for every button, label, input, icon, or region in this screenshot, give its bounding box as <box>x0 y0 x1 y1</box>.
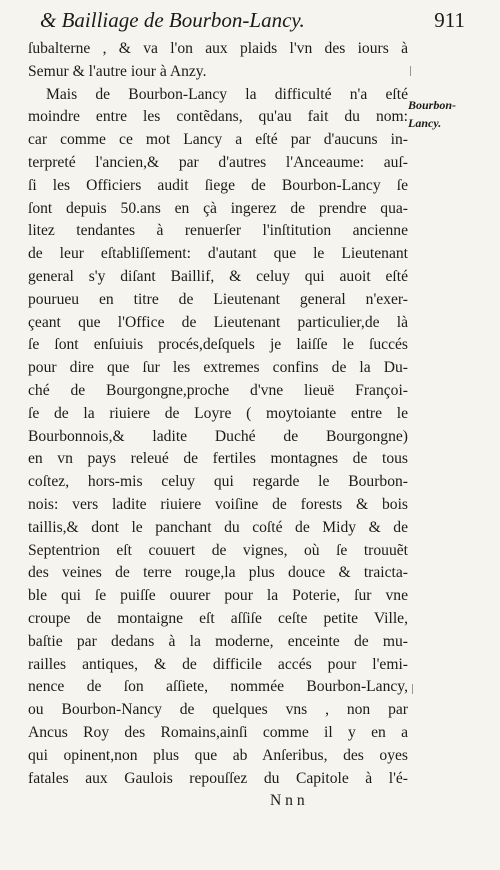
text-line: croupe de montaigne eſt aſſiſe ceſte petite Ville, <box>28 609 408 627</box>
page-header <box>40 8 465 38</box>
text-line: ſubalterne , & va l'on aux plaids l'vn des iours à <box>28 40 408 57</box>
text-line: des veines de terre rouge,la plus douce & traicta- <box>28 564 408 582</box>
text-line: Bourbonnois,& ladite Duché de Bourgongne) <box>28 427 408 445</box>
text-line: fatales aux Gaulois repouſſez du Capitole à l'é- <box>28 769 408 787</box>
text-line: railles antiques, & de difficile accés pour l'emi- <box>28 655 408 673</box>
margin-note-line: Bourbon- <box>408 98 457 112</box>
margin-mark <box>410 66 411 76</box>
margin-note-line: Lancy. <box>408 116 442 130</box>
text-line: moindre entre les contẽdans, qu'au fait du nom: <box>28 108 408 126</box>
text-line: en vn pays releué de fertiles montagnes de tous <box>28 450 408 468</box>
text-line: coſtez, hors-mis celuy qui regarde le Bourbon- <box>28 473 408 491</box>
text-line: terpreté l'ancien,& par d'autres l'Anceaume: auſ- <box>28 153 408 171</box>
text-line: taillis,& dont le panchant du coſté de Midy & de <box>28 518 408 536</box>
text-line: qui opinent,non plus que ab Anſeribus, des oyes <box>28 746 408 764</box>
text-line: Ancus Roy des Romains,ainſi comme il y en a <box>28 723 408 741</box>
body-text <box>28 38 408 813</box>
text-line: car comme ce mot Lancy a eſté par d'aucuns in- <box>28 131 408 149</box>
text-line: Mais de Bourbon-Lancy la difficulté n'a eſté <box>46 85 408 103</box>
text-line: çeant que l'Office de Lieutenant particulier,de là <box>28 313 408 331</box>
text-line: litez tendantes à renuerſer l'inſtitution ancienne <box>28 222 408 240</box>
signature-mark: N n n <box>270 792 305 810</box>
text-line: Septentrion eſt couuert de vignes, où ſe trouuẽt <box>28 541 408 559</box>
text-line: baſtie par dedans à la moderne, enceinte de mu- <box>28 632 408 650</box>
text-line: ſe ſont enſuiuis procés,deſquels je laiſſe le ſuccés <box>28 336 408 354</box>
text-line: nois: vers ladite riuiere voiſine de forests & bois <box>28 495 408 513</box>
text-line: pourueu en titre de Lieutenant general n'exer- <box>28 290 408 308</box>
text-line: ſi les Officiers audit ſiege de Bourbon-Lancy ſe <box>28 176 408 194</box>
text-line: nence de ſon aſſiete, nommée Bourbon-Lancy, <box>28 678 408 696</box>
margin-note <box>408 96 478 132</box>
text-line: ble qui ſe puiſſe ouurer pour la Poterie, ſur vne <box>28 587 408 605</box>
margin-mark <box>412 684 413 694</box>
text-line: de leur eſtabliſſement: d'autant que le Lieutenant <box>28 245 408 263</box>
page-number: 911 <box>434 8 465 32</box>
text-line: Semur & l'autre iour à Anzy. <box>28 62 207 80</box>
running-title: & Bailliage de Bourbon-Lancy. <box>40 8 305 32</box>
text-line: general s'y diſant Baillif, & celuy qui auoit eſté <box>28 267 408 285</box>
text-line: ſe de la riuiere de Loyre ( moytoiante entre le <box>28 404 408 422</box>
text-line: ché de Bourgongne,proche d'vne lieuë Françoi- <box>28 381 408 399</box>
text-line: pour dire que ſur les extremes confins de la Du- <box>28 359 408 377</box>
text-line: ſont depuis 50.ans en çà ingerez de prendre qua- <box>28 199 408 217</box>
text-line: ou Bourbon-Nancy de quelques vns , non par <box>28 701 408 719</box>
